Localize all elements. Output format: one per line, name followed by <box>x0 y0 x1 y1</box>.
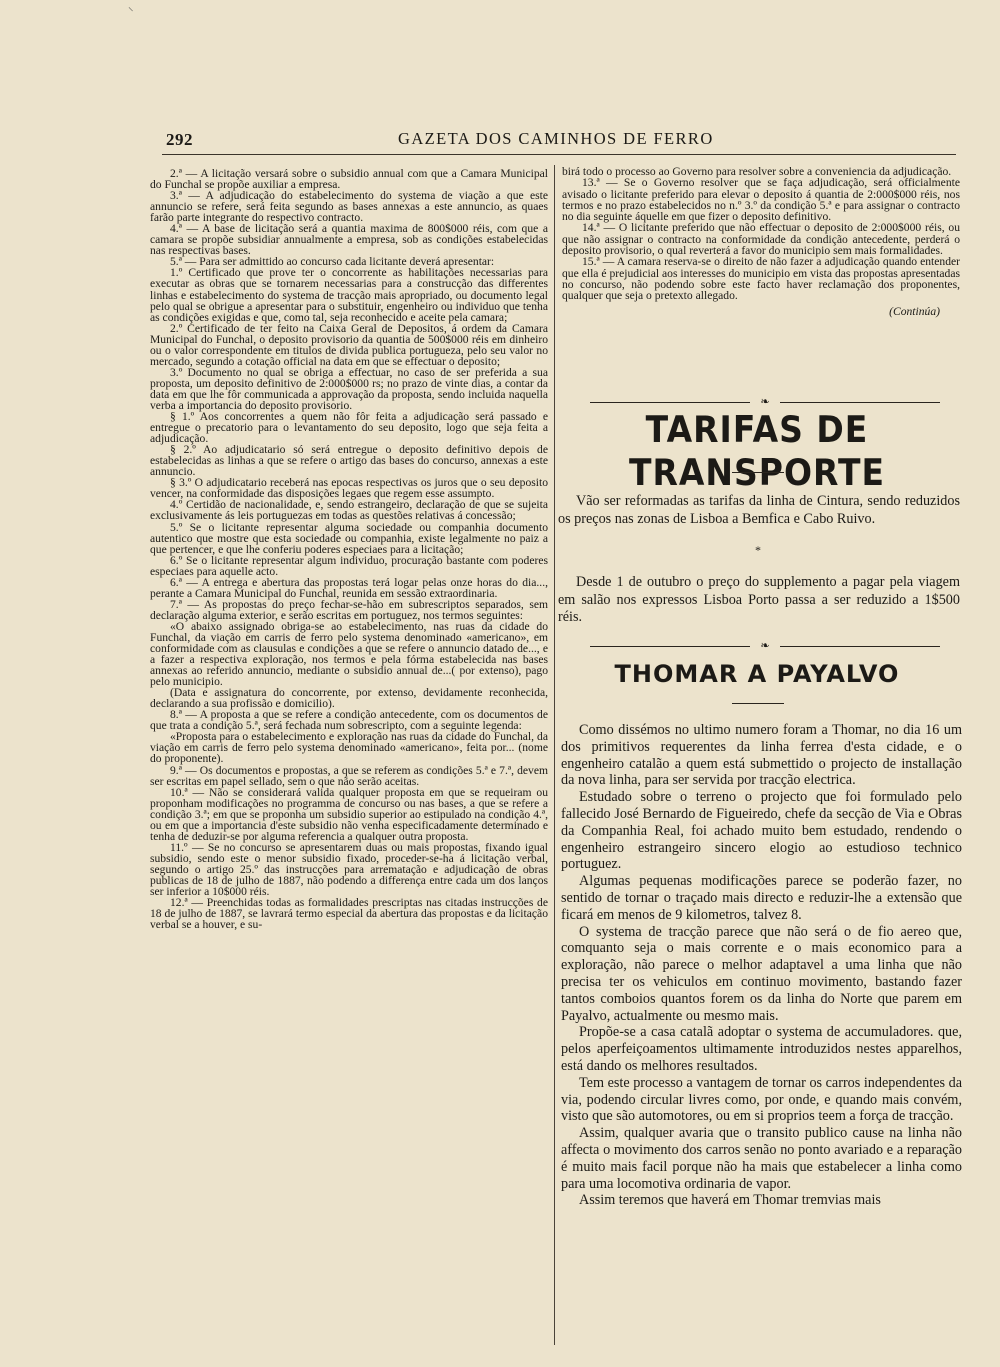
ornamental-rule <box>590 640 940 654</box>
continued-note: (Continúa) <box>889 304 940 318</box>
paragraph: 9.ª — Os documentos e propostas, a que se referem as condições 5.ª e 7.ª, devem ser escritas em papel sellado, sem o que não serão aceitas. <box>150 763 548 788</box>
column-divider <box>554 165 555 1345</box>
corner-mark: ⸌ <box>128 6 134 18</box>
tarifas-paragraph-2 <box>558 574 960 627</box>
header-rule <box>162 154 956 155</box>
paragraph: 12.ª — Preenchidas todas as formalidades prescriptas nas citadas instrucções de 18 de julho de 1887, se lavrará termo especial da abertura das propostas e da licitação verbal se a houver, e su- <box>150 896 548 932</box>
flourish-icon: ❧ <box>750 396 780 408</box>
page-header <box>148 124 968 156</box>
paragraph: Assim teremos que haverá em Thomar tremvias mais <box>579 1192 881 1209</box>
paragraph: 5.º Se o licitante representar alguma sociedade ou companhia documento autentico que mostre que esta sociedade ou companhia, existe legalmente no paiz a que pertencer, e que lhe conferiu poderes especiaes para a licitação; <box>150 520 548 556</box>
paragraph: «O abaixo assignado obriga-se ao estabelecimento, nas ruas da cidade do Funchal, da viação em carris de ferro pelo systema denominado «americano», em conformidade com as clausulas e condições a que se refere o annuncio datado de..., e a fazer a respectiva exploração, nos termos e pela fórma estabelecida nas bases annexas ao referido annuncio, mediante o subsidio annual de...( por extenso), pago pelo municipio. <box>150 619 548 689</box>
paragraph: 3.º Documento no qual se obriga a effectuar, no caso de ser preferida a sua proposta, um deposito definitivo de 2:000$000 rs; no prazo de vinte dias, a contar da data em que lhe fôr communicada a approvação da proposta, sendo incluida naquella verba a importancia do deposito provisorio. <box>150 365 548 412</box>
flourish-icon: ❧ <box>750 640 780 652</box>
paragraph: 10.ª — Não se considerará valida qualquer proposta em que se requeiram ou proponham modificações no programma de concurso ou nas bases, a que se refere a condição 3.ª; em que se proponha um subsidio superior ao estipulado na condição 4.ª, ou em que a importancia d'este subsidio não venha especificadamente determinado e tenha de deduzir-se por alguma referencia a qualquer outra proposta. <box>150 785 548 843</box>
paragraph: Tem este processo a vantagem de tornar os carros independentes da via, podendo circular livres como, por onde, e quando mais convém, visto que são automotores, ou em si proprios teem a força de tracção. <box>561 1074 962 1125</box>
tarifas-paragraph-1 <box>558 493 960 528</box>
paragraph: birá todo o processo ao Governo para resolver sobre a conveniencia da adjudicação. <box>562 165 952 178</box>
paragraph: 13.ª — Se o Governo resolver que se faça adjudicação, será officialmente avisado o licitante preferido para elevar o deposito á quantia de 2:000$000 réis, nos termos e no prazo estabelecidos no n.º 3.º da condição 5.ª e para assignar o contracto no dia seguinte áquelle em que fizer o deposito definitivo. <box>562 176 960 224</box>
paragraph: Assim, qualquer avaria que o transito publico cause na linha não affecta o movimento dos carros senão no ponto avariado e a reparação é muito mais facil porque não ha mais que estabelecer a linha como para uma locomotiva ordinaria de vapor. <box>561 1125 962 1192</box>
paragraph: «Proposta para o estabelecimento e exploração nas ruas da cidade do Funchal, da viação em carris de ferro pelo systema denominado «americano», feita por... (nome do proponente). <box>150 730 548 766</box>
separator-asterisk: * <box>755 543 761 557</box>
paragraph: 14.ª — O licitante preferido que não effectuar o deposito de 2:000$000 réis, ou que não assignar o contracto na conformidade da condição antecedente, perderá o deposito provisorio, o qual reverterá a favor do municipio sem mais formalidades. <box>562 221 960 258</box>
section-title-thomar: THOMAR A PAYALVO <box>614 660 900 688</box>
paragraph: O systema de tracção parece que não será o de fio aereo que, comquanto seja o mais corrente e o mais economico para a exploração, não parece o melhor adaptavel a uma linha que não precisa ter os vehiculos em continuo movimento, bastando fazer tantos comboios quantos forem os da linha do Norte que parem em Payalvo, actualmente ou mesmo mais. <box>561 923 962 1024</box>
title-rule <box>732 472 784 473</box>
section-title-tarifas: TARIFAS DE TRANSPORTE <box>628 408 886 494</box>
paragraph: 4.ª — A base de licitação será a quantia maxima de 800$000 réis, com que a camara se propõe subsidiar annualmente a empresa, sob as condições estabelecidas nas respectivas bases. <box>150 222 548 258</box>
page-number: 292 <box>166 130 193 149</box>
paragraph: 2.º Certificado de ter feito na Caixa Geral de Depositos, á ordem da Camara Municipal do Funchal, o deposito provisorio da quantia de 500$000 réis em dinheiro ou o valor correspondente em titulos de divida publica portugueza, pelo seu valor no mercado, segundo a cotação official na data em que se effectuar o deposito; <box>150 321 548 368</box>
paragraph: Desde 1 de outubro o preço do supplemento a pagar pela viagem em salão nos expressos Lisboa Porto passa a ser reduzido a 1$500 réis. <box>558 574 960 626</box>
paragraph: 15.ª — A camara reserva-se o direito de não fazer a adjudicação quando entender que ella é prejudicial aos interesses do municipio em vista das propostas apresentadas no concurso, não podendo sobre este facto haver reclamação dos proponentes, qualquer que seja o pretexto allegado. <box>562 255 960 303</box>
paragraph: 7.ª — As propostas do preço fechar-se-hão em subrescriptos separados, sem declaração alguma exterior, e serão escritas em portuguez, nos termos seguintes: <box>150 597 548 622</box>
paragraph: Estudado sobre o terreno o projecto que foi formulado pelo fallecido José Bernardo de Figueiredo, chefe da secção de Via e Obras da Companhia Real, foi achado muito bem estudado, rendendo o engenheiro estrangeiro sincero elogio ao estudioso technico portuguez. <box>561 789 962 873</box>
paragraph: 4.º Certidão de nacionalidade, e, sendo estrangeiro, declaração de que se sujeita exclusivamente ás leis portuguezas em todas as questões relativas á concessão; <box>150 498 548 523</box>
paragraph: § 2.º Ao adjudicatario só será entregue o deposito definitivo depois de estabelecidas as linhas a que se refere o artigo das bases do concurso, annexas a este annuncio. <box>150 443 548 479</box>
paragraph: 5.ª — Para ser admittido ao concurso cada licitante deverá apresentar: <box>170 255 495 269</box>
paragraph: Vão ser reformadas as tarifas da linha de Cintura, sendo reduzidos os preços nas zonas de Lisboa a Bemfica e Cabo Ruivo. <box>558 493 960 527</box>
paragraph: § 3.º O adjudicatario receberá nas epocas respectivas os juros que o seu deposito vencer, na conformidade das disposições legaes que regem esse assumpto. <box>150 476 548 501</box>
paragraph: 2.ª — A licitação versará sobre o subsidio annual com que a Camara Municipal do Funchal se propõe auxiliar a empresa. <box>150 167 548 192</box>
paragraph: 6.ª — A entrega e abertura das propostas terá logar pelas onze horas do dia..., perante a Camara Municipal do Funchal, reunida em sessão extraordinaria. <box>150 575 548 600</box>
thomar-article <box>561 722 962 1209</box>
paragraph: (Data e assignatura do concorrente, por extenso, devidamente reconhecida, declarando a sua profissão e domicilio). <box>150 686 548 711</box>
paragraph: § 1.º Aos concorrentes a quem não fôr feita a adjudicação será passado e entregue o precatorio para o levantamento do seu deposito, logo que seja feita a adjudicação. <box>150 410 548 446</box>
paragraph: 8.ª — A proposta a que se refere a condição antecedente, com os documentos de que trata a condição 5.ª, será fechada num sobrescripto, com a seguinte legenda: <box>150 708 548 733</box>
right-column-continuation <box>562 166 960 317</box>
title-rule <box>732 703 784 704</box>
paragraph: Algumas pequenas modificações parece se poderão fazer, no sentido de tornar o traçado mais directo e reduzir-lhe a extensão que ficará em menos de 9 kilometros, talvez 8. <box>561 873 962 923</box>
paragraph: 1.º Certificado que prove ter o concorrente as habilitações necessarias para executar as obras que se tornarem necessarias para a construcção das differentes linhas e estabelecimento do systema de tracção mais apropriado, ou documento legal pelo qual se obrigue a apresentar para o substituir, engenheiro ou individuo que tenha as condições exigidas e que, como tal, seja reconhecido e aceite pela camara; <box>150 266 548 324</box>
paragraph: Propõe-se a casa catalã adoptar o systema de accumuladores. que, pelos aperfeiçoamentos ultimamente introduzidos nestes apparelhos, está dando os melhores resultados. <box>561 1024 962 1074</box>
left-column <box>150 168 548 930</box>
journal-title: GAZETA DOS CAMINHOS DE FERRO <box>398 129 714 148</box>
paragraph: 11.º — Se no concurso se apresentarem duas ou mais propostas, fixando igual subsidio, sendo este o menor subsidio fixado, proceder-se-ha á licitação verbal, segundo o artigo 25.º das instrucções para arrematação e adjudicação de obras publicas de 18 de julho de 1887, não podendo a differença entre cada um dos lanços ser inferior a 10$000 réis. <box>150 840 548 899</box>
paragraph: Como dissémos no ultimo numero foram a Thomar, no dia 16 um dos primitivos requerentes da linha ferrea d'esta cidade, e o engenheiro catalão a quem está submettido o projecto de installação da nova linha, para ser servida por tracção electrica. <box>561 722 962 789</box>
paragraph: 3.ª — A adjudicação do estabelecimento do systema de viação a que este annuncio se refere, será feita segundo as bases annexas a este annuncio, as quaes farão parte integrante do respectivo contracto. <box>150 189 548 225</box>
paragraph: 6.º Se o licitante representar algum individuo, procuração bastante com poderes especiaes para aquelle acto. <box>150 553 548 578</box>
